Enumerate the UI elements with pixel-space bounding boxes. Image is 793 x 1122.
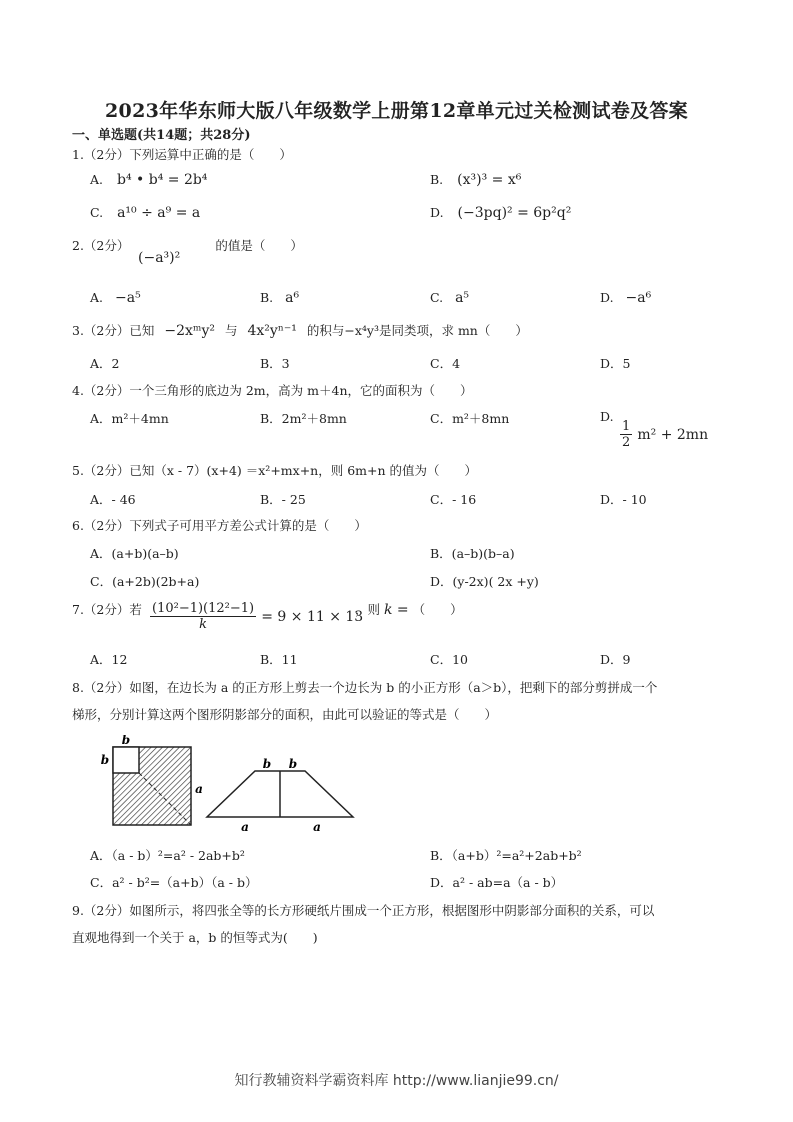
page-title: 2023年华东师大版八年级数学上册第12章单元过关检测试卷及答案	[105, 100, 688, 122]
q8-option-b: B．（a+b）²=a²+2ab+b²	[430, 848, 582, 863]
option-expression: −a⁵	[115, 290, 141, 306]
q2-option-a	[90, 290, 141, 306]
q8-figure	[95, 735, 365, 835]
fraction-denominator: 2	[622, 435, 631, 450]
q7-option-d: D．9	[600, 652, 631, 667]
option-expression: m² + 2mn	[637, 427, 709, 443]
q2-option-c	[430, 290, 469, 306]
option-expression: (−3pq)² = 6p²q²	[457, 205, 572, 221]
q5-option-a: A．- 46	[90, 492, 136, 507]
option-label: C.	[430, 290, 444, 305]
fraction-numerator: (10²−1)(12²−1)	[152, 601, 255, 616]
q4-option-b: B．2m²＋8mn	[260, 411, 347, 426]
option-expression: −a⁶	[625, 290, 652, 306]
option-label: C.	[90, 205, 104, 220]
q3-option-c: C．4	[430, 356, 461, 371]
stem-suffix: 的值是（ ）	[215, 238, 303, 253]
q6-option-a: A．(a+b)(a–b)	[90, 546, 179, 561]
cut-small-square	[113, 747, 139, 773]
q4-option-a: A．m²＋4mn	[90, 411, 169, 426]
q3-expression-1: −2xᵐy²	[164, 323, 216, 339]
footer-watermark[interactable]: 知行教辅资料学霸资料库 http://www.lianjie99.cn/	[234, 1073, 559, 1089]
label-b-trap-left: b	[262, 757, 272, 771]
fraction-one-half	[620, 419, 632, 450]
q1-option-b	[430, 172, 521, 188]
q7-option-b: B．11	[260, 652, 298, 667]
question-1-stem: 1.（2分）下列运算中正确的是（ ）	[72, 147, 292, 162]
q1-option-a	[90, 172, 207, 188]
answer-paren: （ ）	[412, 602, 463, 617]
fraction-denominator: k	[199, 617, 207, 632]
label-b-top: b	[121, 735, 131, 747]
q2-option-b	[260, 290, 299, 306]
q1-option-d	[430, 205, 571, 221]
q6-option-d: D．(y-2x)( 2x +y)	[430, 574, 539, 589]
question-7-stem-prefix: 7.（2分）若	[72, 602, 142, 617]
stem-suffix: 的积与−x⁴y³是同类项，求 mn（ ）	[306, 323, 528, 338]
stem-prefix: 3.（2分）已知	[72, 323, 155, 338]
q7-fraction	[150, 601, 256, 632]
option-label: A.	[90, 172, 104, 187]
stem-suffix: ，则	[355, 602, 381, 617]
q4-option-d-expression	[620, 419, 708, 450]
option-expression: a⁶	[285, 290, 300, 306]
question-2-stem	[72, 236, 303, 254]
option-label: D.	[600, 290, 614, 305]
option-label: D.	[430, 205, 444, 220]
q2-expression: (−a³)²	[138, 250, 181, 266]
option-label: D.	[600, 409, 614, 424]
q8-option-a: A．（a - b）²=a² - 2ab+b²	[90, 848, 245, 863]
option-label: B.	[260, 290, 274, 305]
question-4-stem: 4.（2分）一个三角形的底边为 2m，高为 m＋4n，它的面积为（ ）	[72, 383, 473, 398]
question-9-stem-line-1: 9.（2分）如图所示，将四张全等的长方形硬纸片围成一个正方形，根据图形中阴影部分面积的关系，可以	[72, 903, 655, 918]
question-6-stem: 6.（2分）下列式子可用平方差公式计算的是（ ）	[72, 518, 367, 533]
label-a-trap-right: a	[313, 820, 321, 834]
option-expression: a¹⁰ ÷ a⁹ = a	[117, 205, 201, 221]
label-a-right: a	[195, 782, 203, 796]
q6-option-c: C．(a+2b)(2b+a)	[90, 574, 200, 589]
fraction-numerator: 1	[622, 419, 631, 434]
q3-expression-2: 4x²yⁿ⁻¹	[247, 323, 297, 339]
q4-option-d	[600, 409, 614, 424]
label-a-trap-left: a	[241, 820, 249, 834]
q3-option-b: B．3	[260, 356, 290, 371]
option-expression: (x³)³ = x⁶	[457, 172, 522, 188]
question-7-stem-suffix	[355, 600, 463, 618]
q5-option-b: B．- 25	[260, 492, 306, 507]
question-5-stem: 5.（2分）已知（x - 7）(x+4) ＝x²+mx+n，则 6m+n 的值为（ ）	[72, 463, 477, 478]
option-label: B.	[430, 172, 444, 187]
question-8-stem-line-1: 8.（2分）如图，在边长为 a 的正方形上剪去一个边长为 b 的小正方形（a＞b），把剩下的部分剪拼成一个	[72, 680, 658, 695]
q7-equation-rhs: = 9 × 11 × 13	[261, 609, 364, 625]
q3-option-a: A．2	[90, 356, 120, 371]
option-label: A.	[90, 290, 104, 305]
q7-option-a: A．12	[90, 652, 128, 667]
label-b-trap-right: b	[288, 757, 298, 771]
label-b-left: b	[100, 753, 110, 767]
stem-connector: 与	[225, 323, 238, 338]
question-3-stem	[72, 321, 528, 339]
option-expression: a⁵	[455, 290, 470, 306]
q5-option-c: C．- 16	[430, 492, 477, 507]
option-expression: b⁴ • b⁴ = 2b⁴	[117, 172, 208, 188]
q2-option-d	[600, 290, 651, 306]
q7-equation	[150, 601, 363, 632]
stem-prefix: 2.（2分）	[72, 238, 130, 253]
q5-option-d: D．- 10	[600, 492, 647, 507]
q7-k-expression: k =	[384, 602, 409, 618]
q6-option-b: B．(a–b)(b–a)	[430, 546, 515, 561]
q1-option-c	[90, 205, 200, 221]
section-heading: 一、单选题(共14题；共28分)	[72, 128, 251, 143]
q3-option-d: D．5	[600, 356, 631, 371]
q8-option-d: D．a² - ab=a（a - b）	[430, 875, 564, 890]
question-8-stem-line-2: 梯形，分别计算这两个图形阴影部分的面积，由此可以验证的等式是（ ）	[72, 707, 498, 722]
q7-option-c: C．10	[430, 652, 468, 667]
q4-option-c: C．m²＋8mn	[430, 411, 510, 426]
q8-option-c: C．a² - b²=（a+b）（a - b）	[90, 875, 258, 890]
question-9-stem-line-2: 直观地得到一个关于 a，b 的恒等式为( )	[72, 930, 318, 945]
